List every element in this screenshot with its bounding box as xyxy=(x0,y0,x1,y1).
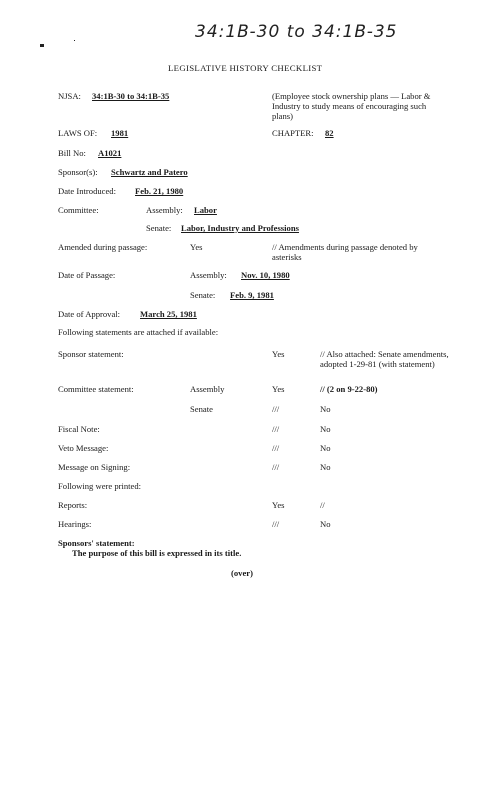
bill-no-value: A1021 xyxy=(98,148,122,158)
footer-over: (over) xyxy=(231,568,253,578)
committee-assembly-value: Labor xyxy=(194,205,217,215)
amended-label: Amended during passage: xyxy=(58,242,148,252)
sponsors-label: Sponsor(s): xyxy=(58,167,98,177)
sponsor-statement-label: Sponsor statement: xyxy=(58,349,124,359)
sponsor-statement-note: // Also attached: Senate amendments, adopted 1-29-81 (with statement) xyxy=(320,349,449,369)
sponsors-value: Schwartz and Patero xyxy=(111,167,188,177)
chapter-value: 82 xyxy=(325,128,334,138)
committee-label: Committee: xyxy=(58,205,99,215)
reports-label: Reports: xyxy=(58,500,88,510)
message-on-signing-note: No xyxy=(320,462,331,472)
date-introduced-label: Date Introduced: xyxy=(58,186,116,196)
fiscal-note-label: Fiscal Note: xyxy=(58,424,100,434)
reports-value: Yes xyxy=(272,500,285,510)
committee-senate-value: Labor, Industry and Professions xyxy=(181,223,299,233)
committee-statement-label: Committee statement: xyxy=(58,384,134,394)
amended-value: Yes xyxy=(190,242,203,252)
committee-statement-assembly-label: Assembly xyxy=(190,384,225,394)
committee-statement-senate-note: No xyxy=(320,404,331,414)
passage-senate-label: Senate: xyxy=(190,290,216,300)
approval-value: March 25, 1981 xyxy=(140,309,197,319)
laws-of-value: 1981 xyxy=(111,128,129,138)
scan-mark xyxy=(40,44,44,47)
message-on-signing-value: /// xyxy=(272,462,280,472)
document-title: LEGISLATIVE HISTORY CHECKLIST xyxy=(168,63,323,73)
veto-message-label: Veto Message: xyxy=(58,443,109,453)
sponsor-statement-value: Yes xyxy=(272,349,285,359)
njsa-label: NJSA: xyxy=(58,91,81,101)
laws-of-label: LAWS OF: xyxy=(58,128,98,138)
passage-label: Date of Passage: xyxy=(58,270,116,280)
passage-assembly-label: Assembly: xyxy=(190,270,227,280)
njsa-value: 34:1B-30 to 34:1B-35 xyxy=(92,91,170,101)
njsa-note: (Employee stock ownership plans — Labor & Industry to study means of encouraging such plans) xyxy=(272,91,431,121)
handwritten-header: 34:1B-30 to 34:1B-35 xyxy=(195,22,398,42)
veto-message-note: No xyxy=(320,443,331,453)
committee-senate-label: Senate: xyxy=(146,223,172,233)
committee-statement-assembly-note: // (2 on 9-22-80) xyxy=(320,384,378,394)
fiscal-note-value: /// xyxy=(272,424,280,434)
amended-note: // Amendments during passage denoted by asterisks xyxy=(272,242,418,262)
attached-heading: Following statements are attached if available: xyxy=(58,327,219,337)
scan-mark xyxy=(74,40,75,41)
committee-statement-senate-label: Senate xyxy=(190,404,213,414)
message-on-signing-label: Message on Signing: xyxy=(58,462,131,472)
chapter-label: CHAPTER: xyxy=(272,128,314,138)
reports-note: // xyxy=(320,500,325,510)
committee-statement-assembly-value: Yes xyxy=(272,384,285,394)
passage-assembly-value: Nov. 10, 1980 xyxy=(241,270,290,280)
hearings-label: Hearings: xyxy=(58,519,92,529)
sponsors-statement-heading: Sponsors' statement: xyxy=(58,538,135,548)
passage-senate-value: Feb. 9, 1981 xyxy=(230,290,274,300)
fiscal-note-note: No xyxy=(320,424,331,434)
printed-heading: Following were printed: xyxy=(58,481,142,491)
committee-assembly-label: Assembly: xyxy=(146,205,183,215)
committee-statement-senate-value: /// xyxy=(272,404,280,414)
bill-no-label: Bill No: xyxy=(58,148,86,158)
date-introduced-value: Feb. 21, 1980 xyxy=(135,186,184,196)
approval-label: Date of Approval: xyxy=(58,309,121,319)
hearings-note: No xyxy=(320,519,331,529)
sponsors-statement-text: The purpose of this bill is expressed in its title. xyxy=(72,548,242,558)
hearings-value: /// xyxy=(272,519,280,529)
veto-message-value: /// xyxy=(272,443,280,453)
